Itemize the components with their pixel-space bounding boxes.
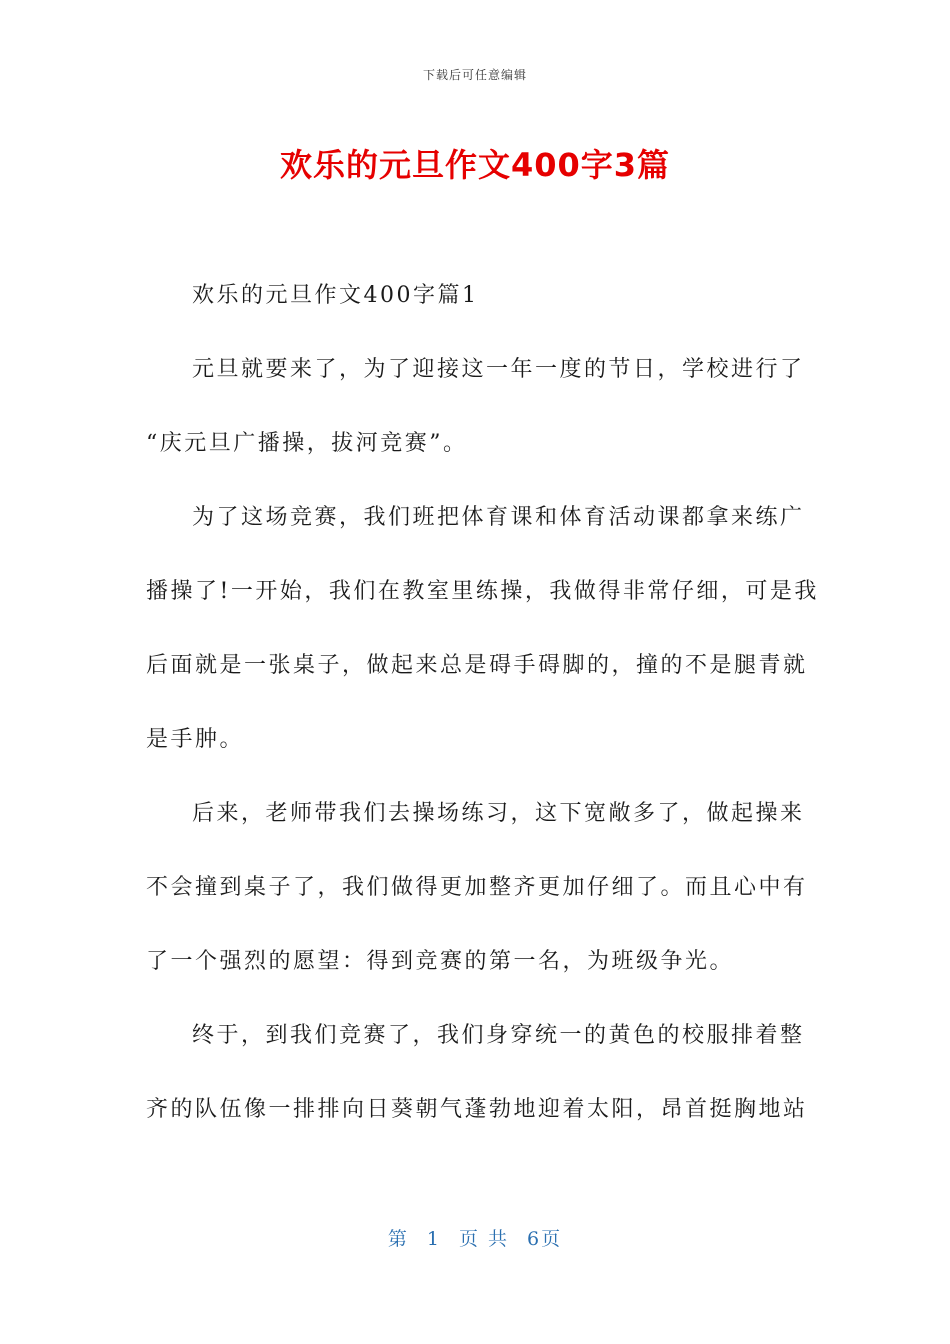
- footer-mid: 页 共: [458, 1228, 510, 1250]
- paragraph-line: 后面就是一张桌子，做起来总是碍手碍脚的，撞的不是腿青就: [146, 653, 808, 678]
- paragraph-line: 后来，老师带我们去操场练习，这下宽敞多了，做起操来: [192, 801, 805, 826]
- paragraph-line: 不会撞到桌子了，我们做得更加整齐更加仔细了。而且心中有: [146, 875, 808, 900]
- page-total: 6页: [527, 1228, 563, 1250]
- paragraph-line: 终于，到我们竞赛了，我们身穿统一的黄色的校服排着整: [192, 1023, 805, 1048]
- document-title: 欢乐的元旦作文400字3篇: [279, 146, 671, 184]
- paragraph-line: 为了这场竞赛，我们班把体育课和体育活动课都拿来练广: [192, 505, 805, 530]
- footer-prefix: 第: [387, 1228, 409, 1250]
- section-heading: 欢乐的元旦作文400字篇1: [192, 283, 479, 308]
- paragraph-line: 元旦就要来了，为了迎接这一年一度的节日，学校进行了: [192, 357, 805, 382]
- page-number: 1: [426, 1228, 441, 1250]
- page-footer: [0, 1224, 950, 1251]
- paragraph-line: “庆元旦广播操，拔河竞赛”。: [146, 431, 468, 456]
- paragraph-line: 齐的队伍像一排排向日葵朝气蓬勃地迎着太阳，昂首挺胸地站: [146, 1097, 808, 1122]
- paragraph-line: 播操了!一开始，我们在教室里练操，我做得非常仔细，可是我: [146, 579, 819, 604]
- document-body: [146, 274, 819, 1162]
- header-note: 下载后可任意编辑: [422, 68, 527, 82]
- paragraph-line: 是手肿。: [146, 727, 245, 752]
- paragraph-line: 了一个强烈的愿望：得到竞赛的第一名，为班级争光。: [146, 949, 735, 974]
